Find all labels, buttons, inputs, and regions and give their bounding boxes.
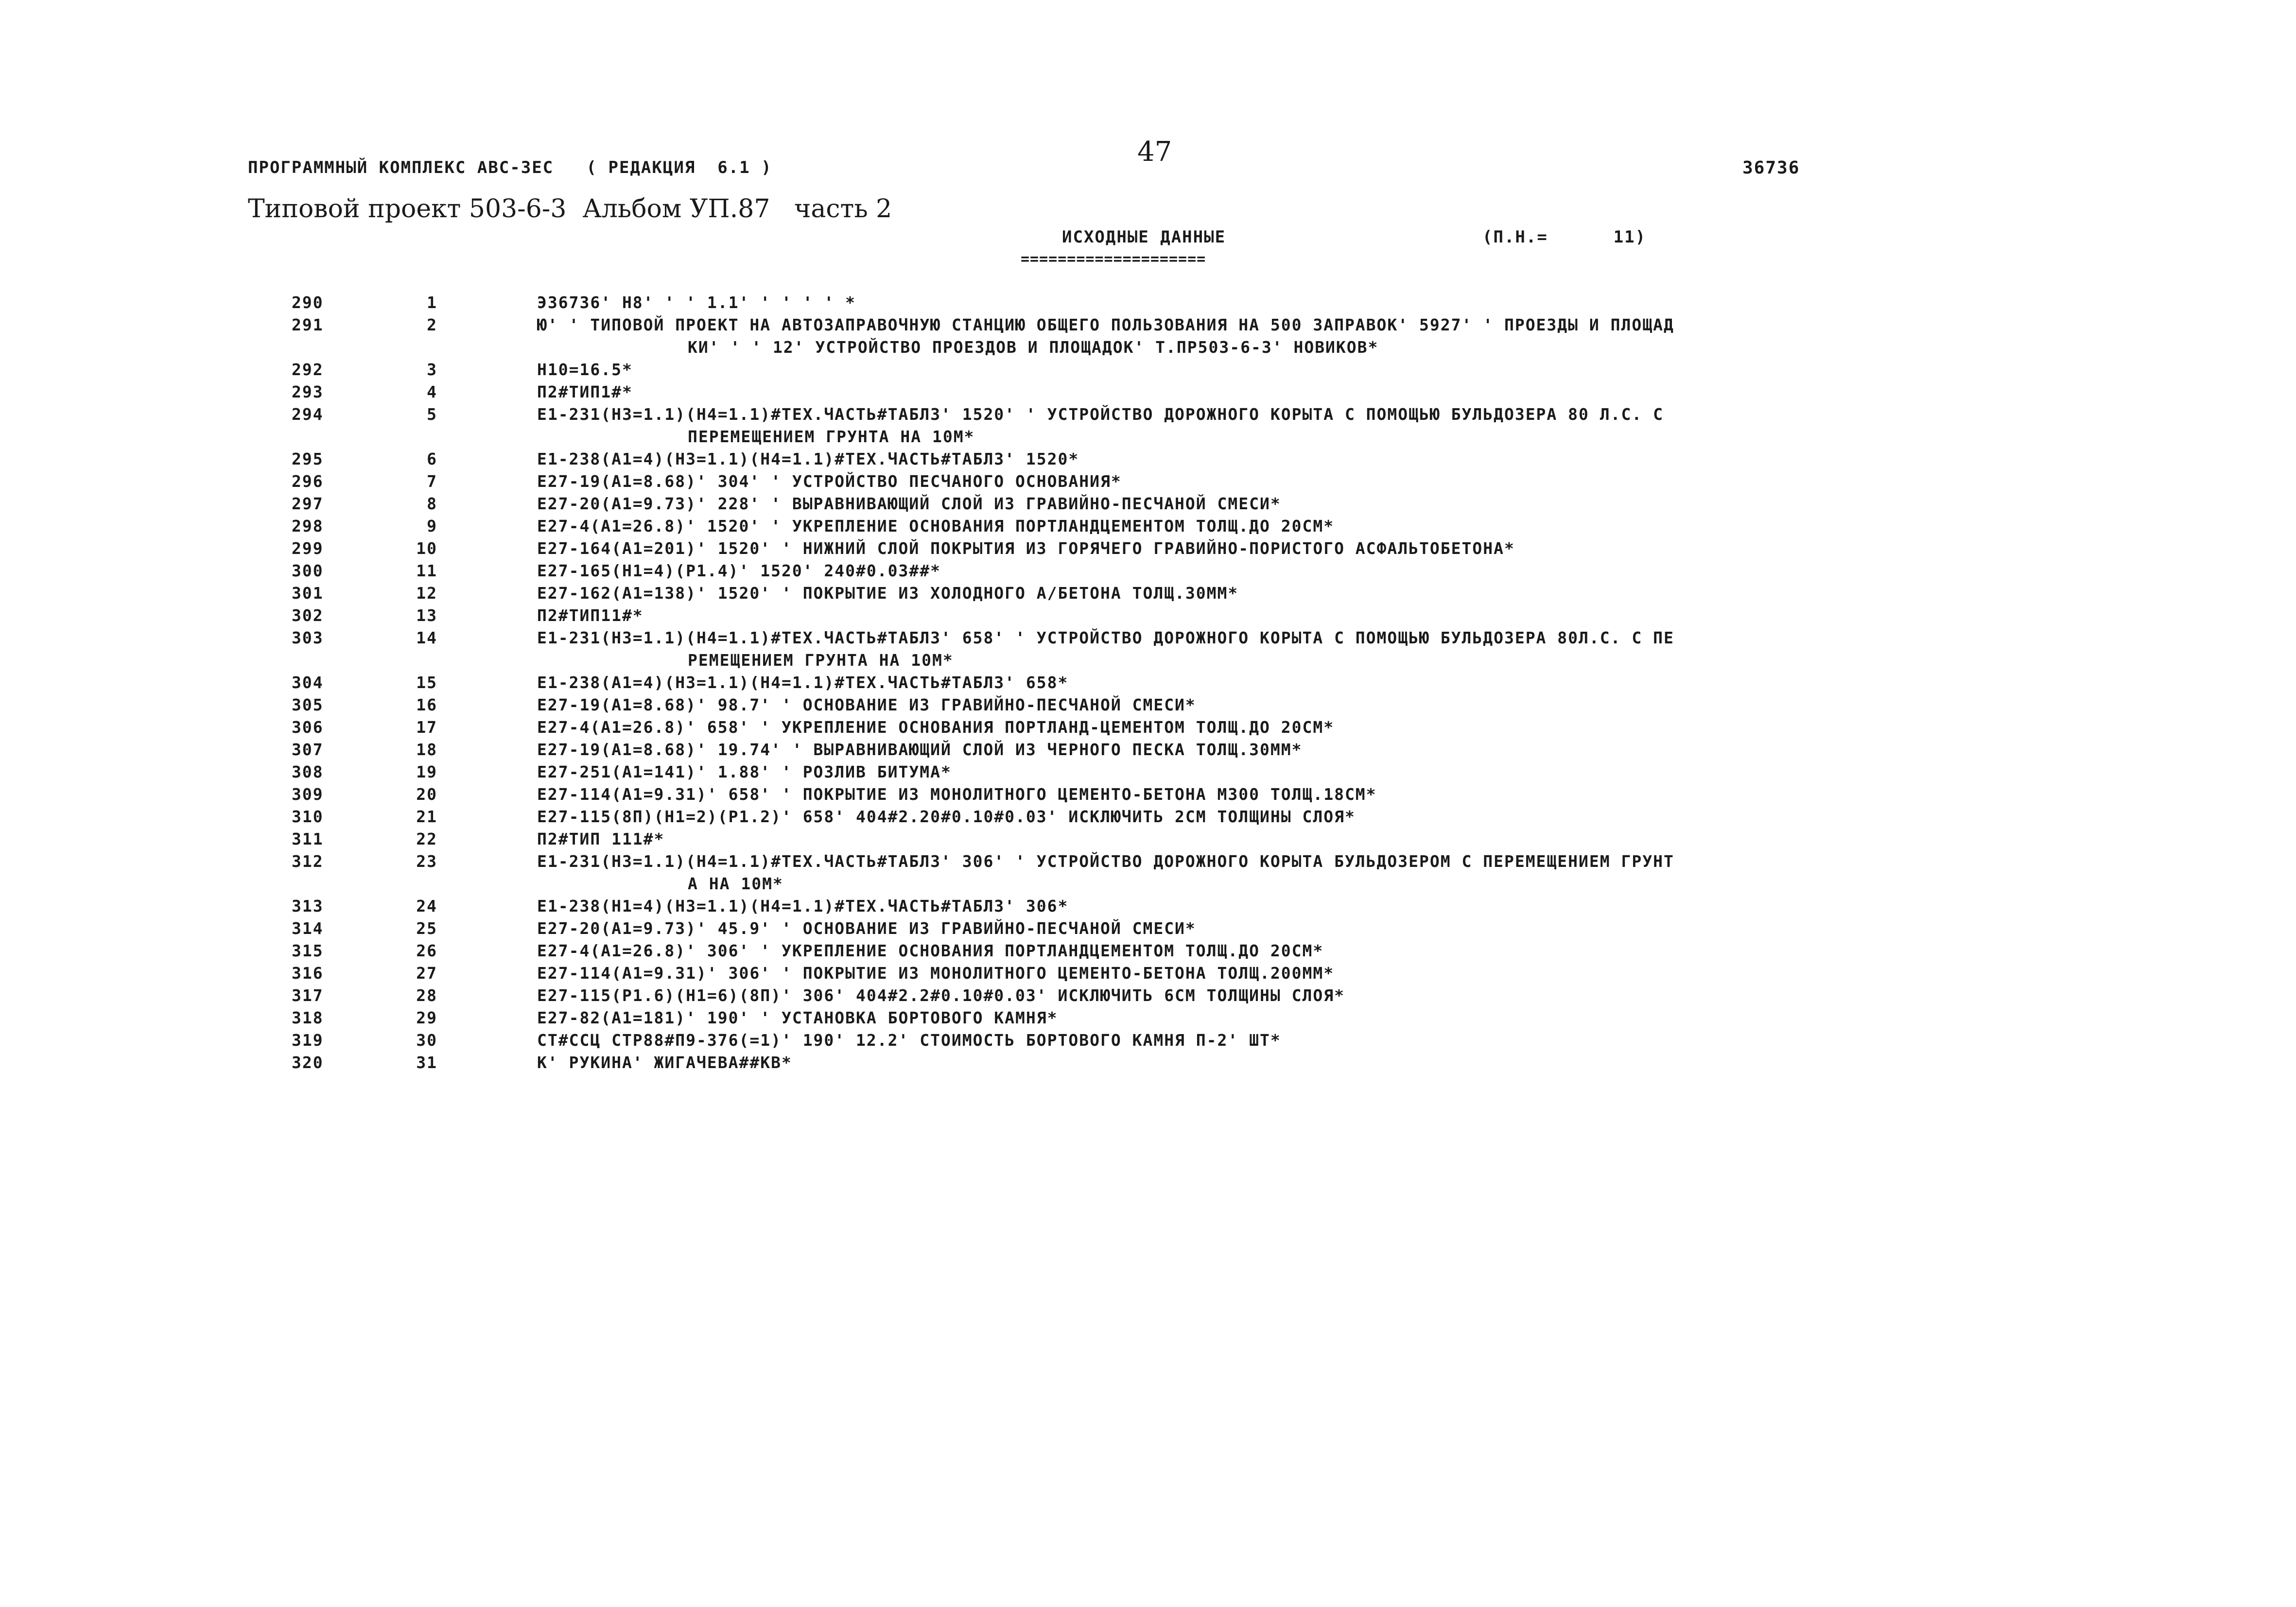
line-number: 300 xyxy=(292,561,324,580)
record-text: Е1-238(А1=4)(Н3=1.1)(Н4=1.1)#ТЕХ.ЧАСТЬ#ТАБЛ3' 1520* xyxy=(537,449,1079,468)
sequence-number: 10 xyxy=(416,539,437,558)
record-text: Е27-162(А1=138)' 1520' ' ПОКРЫТИЕ ИЗ ХОЛОДНОГО А/БЕТОНА ТОЛЩ.30ММ* xyxy=(537,584,1239,603)
record-text: Е1-231(Н3=1.1)(Н4=1.1)#ТЕХ.ЧАСТЬ#ТАБЛ3' 658' ' УСТРОЙСТВО ДОРОЖНОГО КОРЫТА С ПОМОЩЬЮ БУЛЬДОЗЕРА 80Л.С. С ПЕ xyxy=(537,628,1674,647)
record-text: Е27-164(А1=201)' 1520' ' НИЖНИЙ СЛОЙ ПОКРЫТИЯ ИЗ ГОРЯЧЕГО ГРАВИЙНО-ПОРИСТОГО АСФАЛЬТОБЕТОНА* xyxy=(537,539,1515,558)
listing-row xyxy=(0,783,2296,806)
listing-row xyxy=(0,537,2296,560)
page-number: 47 xyxy=(1137,136,1172,168)
record-text: Е27-20(А1=9.73)' 45.9' ' ОСНОВАНИЕ ИЗ ГРАВИЙНО-ПЕСЧАНОЙ СМЕСИ* xyxy=(537,919,1196,938)
listing-row xyxy=(0,314,2296,359)
sequence-number: 1 xyxy=(427,293,437,312)
line-number: 291 xyxy=(292,315,324,334)
sequence-number: 6 xyxy=(427,449,437,468)
record-continuation: А НА 10М* xyxy=(688,874,783,893)
line-number: 319 xyxy=(292,1031,324,1050)
sequence-number: 19 xyxy=(416,762,437,781)
record-text: Е27-19(А1=8.68)' 98.7' ' ОСНОВАНИЕ ИЗ ГРАВИЙНО-ПЕСЧАНОЙ СМЕСИ* xyxy=(537,695,1196,714)
record-text: Е27-114(А1=9.31)' 658' ' ПОКРЫТИЕ ИЗ МОНОЛИТНОГО ЦЕМЕНТО-БЕТОНА М300 ТОЛЩ.18СМ* xyxy=(537,785,1377,804)
line-number: 297 xyxy=(292,494,324,513)
listing-row xyxy=(0,850,2296,895)
line-number: 290 xyxy=(292,293,324,312)
project-title: Типовой проект 503-6-3 Альбом УП.87 часть 2 xyxy=(248,194,892,224)
line-number: 295 xyxy=(292,449,324,468)
record-text: Е1-238(Н1=4)(Н3=1.1)(Н4=1.1)#ТЕХ.ЧАСТЬ#ТАБЛ3' 306* xyxy=(537,897,1069,916)
line-number: 312 xyxy=(292,852,324,871)
listing-row xyxy=(0,605,2296,627)
line-number: 294 xyxy=(292,405,324,424)
listing-row xyxy=(0,515,2296,537)
sequence-number: 13 xyxy=(416,606,437,625)
listing-row xyxy=(0,359,2296,381)
listing-row xyxy=(0,672,2296,694)
data-listing xyxy=(0,292,2296,1074)
listing-row xyxy=(0,582,2296,605)
sequence-number: 16 xyxy=(416,695,437,714)
sequence-number: 9 xyxy=(427,517,437,536)
sequence-number: 29 xyxy=(416,1008,437,1027)
record-text: Е27-115(8П)(Н1=2)(Р1.2)' 658' 404#2.20#0.10#0.03' ИСКЛЮЧИТЬ 2СМ ТОЛЩИНЫ СЛОЯ* xyxy=(537,807,1356,826)
listing-row xyxy=(0,560,2296,582)
sequence-number: 23 xyxy=(416,852,437,871)
listing-row xyxy=(0,1052,2296,1074)
listing-row xyxy=(0,448,2296,470)
section-page-ref: (П.Н.= 11) xyxy=(1482,227,1647,247)
sequence-number: 26 xyxy=(416,941,437,960)
record-text: Е1-231(Н3=1.1)(Н4=1.1)#ТЕХ.ЧАСТЬ#ТАБЛ3' 306' ' УСТРОЙСТВО ДОРОЖНОГО КОРЫТА БУЛЬДОЗЕРОМ С ПЕРЕМЕЩЕНИЕМ ГРУНТ xyxy=(537,852,1674,871)
line-number: 292 xyxy=(292,360,324,379)
record-text: П2#ТИП 111#* xyxy=(537,829,665,848)
line-number: 296 xyxy=(292,472,324,491)
sequence-number: 8 xyxy=(427,494,437,513)
record-text: Е27-82(А1=181)' 190' ' УСТАНОВКА БОРТОВОГО КАМНЯ* xyxy=(537,1008,1058,1027)
sequence-number: 22 xyxy=(416,829,437,848)
line-number: 317 xyxy=(292,986,324,1005)
record-text: Е27-251(А1=141)' 1.88' ' РОЗЛИВ БИТУМА* xyxy=(537,762,952,781)
record-text: Е27-115(Р1.6)(Н1=6)(8П)' 306' 404#2.2#0.10#0.03' ИСКЛЮЧИТЬ 6СМ ТОЛЩИНЫ СЛОЯ* xyxy=(537,986,1345,1005)
sequence-number: 12 xyxy=(416,584,437,603)
listing-row xyxy=(0,403,2296,448)
listing-row xyxy=(0,739,2296,761)
line-number: 311 xyxy=(292,829,324,848)
sequence-number: 5 xyxy=(427,405,437,424)
listing-row xyxy=(0,895,2296,917)
listing-row xyxy=(0,962,2296,985)
title-underline: ==================== xyxy=(1021,251,1206,268)
listing-row xyxy=(0,1029,2296,1052)
line-number: 301 xyxy=(292,584,324,603)
line-number: 298 xyxy=(292,517,324,536)
listing-row xyxy=(0,940,2296,962)
record-text: Ю' ' ТИПОВОЙ ПРОЕКТ НА АВТОЗАПРАВОЧНУЮ СТАНЦИЮ ОБЩЕГО ПОЛЬЗОВАНИЯ НА 500 ЗАПРАВОК' 5927' ' ПРОЕЗДЫ И ПЛОЩАД xyxy=(537,315,1674,334)
listing-row xyxy=(0,1007,2296,1029)
sequence-number: 21 xyxy=(416,807,437,826)
line-number: 310 xyxy=(292,807,324,826)
line-number: 303 xyxy=(292,628,324,647)
record-text: Е27-165(Н1=4)(Р1.4)' 1520' 240#0.03##* xyxy=(537,561,941,580)
listing-row xyxy=(0,917,2296,940)
record-continuation: КИ' ' ' 12' УСТРОЙСТВО ПРОЕЗДОВ И ПЛОЩАДОК' Т.ПР503-6-3' НОВИКОВ* xyxy=(688,338,1379,357)
listing-row xyxy=(0,381,2296,403)
record-text: Е27-19(А1=8.68)' 19.74' ' ВЫРАВНИВАЮЩИЙ СЛОЙ ИЗ ЧЕРНОГО ПЕСКА ТОЛЩ.30ММ* xyxy=(537,740,1303,759)
record-text: Е27-19(А1=8.68)' 304' ' УСТРОЙСТВО ПЕСЧАНОГО ОСНОВАНИЯ* xyxy=(537,472,1122,491)
line-number: 305 xyxy=(292,695,324,714)
line-number: 306 xyxy=(292,718,324,737)
sequence-number: 28 xyxy=(416,986,437,1005)
program-header: ПРОГРАММНЫЙ КОМПЛЕКС АВС-3ЕС ( РЕДАКЦИЯ 6.1 ) xyxy=(248,158,772,177)
record-text: П2#ТИП11#* xyxy=(537,606,644,625)
sequence-number: 11 xyxy=(416,561,437,580)
record-text: Е27-4(А1=26.8)' 306' ' УКРЕПЛЕНИЕ ОСНОВАНИЯ ПОРТЛАНДЦЕМЕНТОМ ТОЛЩ.ДО 20СМ* xyxy=(537,941,1324,960)
record-text: Е27-4(А1=26.8)' 1520' ' УКРЕПЛЕНИЕ ОСНОВАНИЯ ПОРТЛАНДЦЕМЕНТОМ ТОЛЩ.ДО 20СМ* xyxy=(537,517,1335,536)
sequence-number: 4 xyxy=(427,382,437,401)
line-number: 315 xyxy=(292,941,324,960)
line-number: 316 xyxy=(292,964,324,983)
line-number: 313 xyxy=(292,897,324,916)
record-text: Н10=16.5* xyxy=(537,360,633,379)
line-number: 307 xyxy=(292,740,324,759)
section-title: ИСХОДНЫЕ ДАННЫЕ xyxy=(1062,227,1226,247)
listing-row xyxy=(0,627,2296,672)
sequence-number: 27 xyxy=(416,964,437,983)
record-text: Е1-231(Н3=1.1)(Н4=1.1)#ТЕХ.ЧАСТЬ#ТАБЛ3' 1520' ' УСТРОЙСТВО ДОРОЖНОГО КОРЫТА С ПОМОЩЬЮ БУЛЬДОЗЕРА 80 Л.С. С xyxy=(537,405,1664,424)
line-number: 314 xyxy=(292,919,324,938)
record-text: Э36736' Н8' ' ' 1.1' ' ' ' ' * xyxy=(537,293,856,312)
sequence-number: 25 xyxy=(416,919,437,938)
line-number: 309 xyxy=(292,785,324,804)
line-number: 293 xyxy=(292,382,324,401)
listing-row xyxy=(0,806,2296,828)
record-text: СТ#ССЦ СТР88#П9-376(=1)' 190' 12.2' СТОИМОСТЬ БОРТОВОГО КАМНЯ П-2' ШТ* xyxy=(537,1031,1281,1050)
line-number: 318 xyxy=(292,1008,324,1027)
line-number: 308 xyxy=(292,762,324,781)
sequence-number: 7 xyxy=(427,472,437,491)
sequence-number: 14 xyxy=(416,628,437,647)
listing-row xyxy=(0,694,2296,716)
sequence-number: 17 xyxy=(416,718,437,737)
record-text: Е1-238(А1=4)(Н3=1.1)(Н4=1.1)#ТЕХ.ЧАСТЬ#ТАБЛ3' 658* xyxy=(537,673,1069,692)
record-text: Е27-114(А1=9.31)' 306' ' ПОКРЫТИЕ ИЗ МОНОЛИТНОГО ЦЕМЕНТО-БЕТОНА ТОЛЩ.200ММ* xyxy=(537,964,1335,983)
sequence-number: 15 xyxy=(416,673,437,692)
sequence-number: 20 xyxy=(416,785,437,804)
line-number: 299 xyxy=(292,539,324,558)
line-number: 304 xyxy=(292,673,324,692)
document-code: 36736 xyxy=(1742,158,1800,178)
sequence-number: 2 xyxy=(427,315,437,334)
record-text: Е27-4(А1=26.8)' 658' ' УКРЕПЛЕНИЕ ОСНОВАНИЯ ПОРТЛАНД-ЦЕМЕНТОМ ТОЛЩ.ДО 20СМ* xyxy=(537,718,1335,737)
listing-row xyxy=(0,761,2296,783)
listing-row xyxy=(0,470,2296,493)
sequence-number: 18 xyxy=(416,740,437,759)
listing-row xyxy=(0,493,2296,515)
sequence-number: 24 xyxy=(416,897,437,916)
listing-row xyxy=(0,716,2296,739)
record-text: Е27-20(А1=9.73)' 228' ' ВЫРАВНИВАЮЩИЙ СЛОЙ ИЗ ГРАВИЙНО-ПЕСЧАНОЙ СМЕСИ* xyxy=(537,494,1281,513)
listing-row xyxy=(0,828,2296,850)
record-text: К' РУКИНА' ЖИГАЧЕВА##КВ* xyxy=(537,1053,792,1072)
listing-row xyxy=(0,292,2296,314)
record-continuation: ПЕРЕМЕЩЕНИЕМ ГРУНТА НА 10М* xyxy=(688,427,975,446)
record-continuation: РЕМЕЩЕНИЕМ ГРУНТА НА 10М* xyxy=(688,651,954,670)
line-number: 302 xyxy=(292,606,324,625)
listing-row xyxy=(0,985,2296,1007)
line-number: 320 xyxy=(292,1053,324,1072)
sequence-number: 3 xyxy=(427,360,437,379)
record-text: П2#ТИП1#* xyxy=(537,382,633,401)
sequence-number: 31 xyxy=(416,1053,437,1072)
sequence-number: 30 xyxy=(416,1031,437,1050)
